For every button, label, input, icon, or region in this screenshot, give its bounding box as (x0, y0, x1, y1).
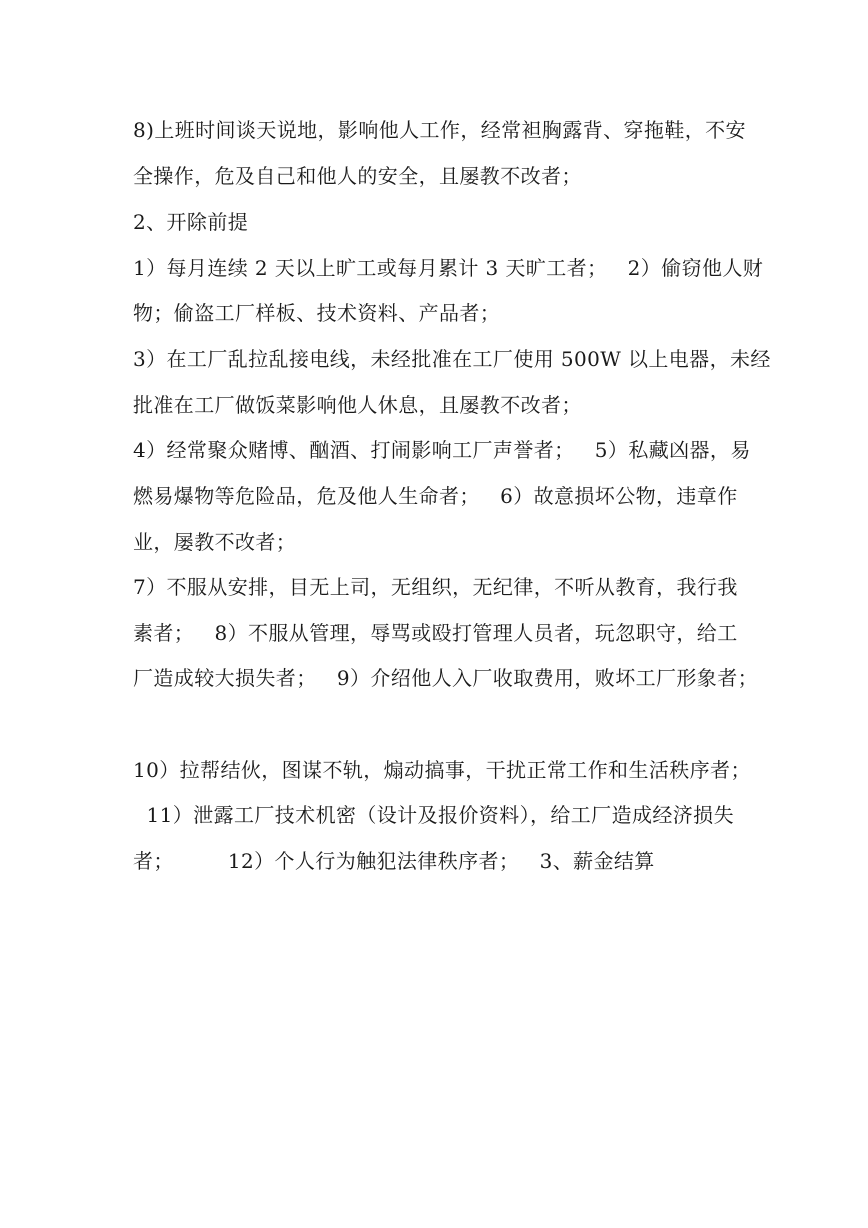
text-line: 素者； 8）不服从管理，辱骂或殴打管理人员者，玩忽职守，给工 (133, 621, 738, 645)
text-line: 者； 12）个人行为触犯法律秩序者； 3、薪金结算 (133, 849, 655, 873)
text-line: 7）不服从安排，目无上司，无组织，无纪律，不听从教育，我行我 (133, 575, 738, 599)
text-line: 全操作，危及自己和他人的安全，且屡教不改者； (133, 164, 582, 188)
text-line: 物；偷盗工厂样板、技术资料、产品者； (133, 301, 501, 325)
text-line: 厂造成较大损失者； 9）介绍他人入厂收取费用，败坏工厂形象者； (133, 666, 758, 690)
text-line: 1）每月连续 2 天以上旷工或每月累计 3 天旷工者； 2）偷窃他人财 (133, 256, 764, 280)
text-line: 业，屡教不改者； (133, 530, 297, 554)
text-line: 10）拉帮结伙，图谋不轨，煽动搞事，干扰正常工作和生活秩序者； (133, 758, 751, 782)
text-line: 8)上班时间谈天说地，影响他人工作，经常袒胸露背、穿拖鞋，不安 (133, 118, 746, 142)
text-line: 3）在工厂乱拉乱接电线，未经批准在工厂使用 500W 以上电器，未经 (133, 347, 771, 371)
text-line: 批准在工厂做饭菜影响他人休息，且屡教不改者； (133, 393, 582, 417)
text-line: 燃易爆物等危险品，危及他人生命者； 6）故意损坏公物，违章作 (133, 484, 738, 508)
text-line: 11）泄露工厂技术机密（设计及报价资料），给工厂造成经济损失 (133, 803, 734, 827)
text-line: 4）经常聚众赌博、酗酒、打闹影响工厂声誉者； 5）私藏凶器，易 (133, 438, 751, 462)
section-heading: 2、开除前提 (133, 210, 249, 234)
